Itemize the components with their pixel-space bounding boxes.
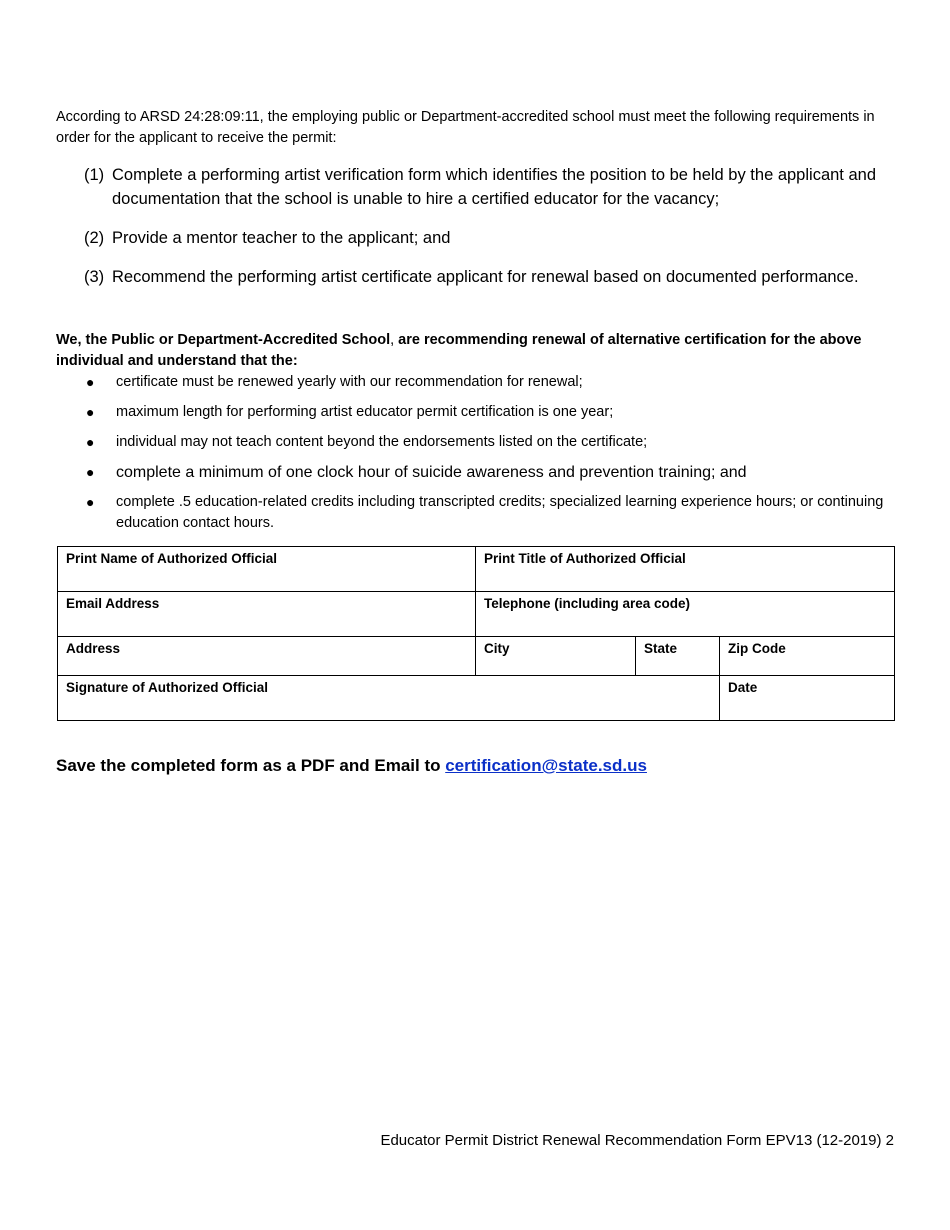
certification-email-link[interactable]: certification@state.sd.us (445, 756, 647, 775)
bullet-icon: ● (86, 464, 95, 480)
address-label: Address (66, 641, 121, 656)
signature-label: Signature of Authorized Official (66, 680, 269, 695)
recommendation-bold-end: are recommending renewal of alternative certification for the above individual and understand that the: (56, 332, 862, 369)
email-field[interactable] (58, 592, 476, 637)
state-label: State (644, 641, 678, 656)
submit-text: Save the completed form as a PDF and Email to (56, 756, 446, 775)
recommendation-bold-start: We, the Public or Department-Accredited School (56, 332, 391, 348)
signature-field[interactable] (58, 676, 720, 721)
print-title-label: Print Title of Authorized Official (484, 551, 686, 566)
page-footer: Educator Permit District Renewal Recommendation Form EPV13 (12-2019) 2 (380, 1132, 894, 1149)
list-item-text: complete .5 education-related credits including transcripted credits; specialized learning experience hours; or continuing education contact hours. (116, 494, 884, 531)
city-field[interactable] (476, 637, 636, 676)
recommendation-statement (56, 330, 901, 372)
official-info-form (57, 546, 895, 721)
date-field[interactable] (720, 676, 895, 721)
requirements-list (84, 163, 894, 304)
list-item-number: (2) (84, 229, 105, 247)
bullet-icon: ● (86, 434, 95, 450)
list-item (86, 462, 886, 483)
intro-paragraph: According to ARSD 24:28:09:11, the employing public or Department-accredited school must meet the following requirements in order for the applicant to receive the permit: (56, 109, 875, 146)
list-item-text: certificate must be renewed yearly with our recommendation for renewal; (116, 374, 583, 390)
date-label: Date (728, 680, 758, 695)
list-item-text: maximum length for performing artist educator permit certification is one year; (116, 404, 614, 420)
print-name-label: Print Name of Authorized Official (66, 551, 278, 566)
email-label: Email Address (66, 596, 160, 611)
zip-label: Zip Code (728, 641, 786, 656)
bullet-icon: ● (86, 374, 95, 390)
list-item-text: Recommend the performing artist certificate applicant for renewal based on documented performance. (112, 268, 859, 286)
list-item (84, 163, 894, 211)
list-item (84, 226, 894, 250)
recommendation-comma: , (390, 332, 395, 348)
bullet-icon: ● (86, 404, 95, 420)
submit-instructions (56, 754, 647, 778)
print-title-field[interactable] (476, 547, 895, 592)
list-item (86, 402, 886, 423)
list-item (86, 492, 886, 534)
zip-field[interactable] (720, 637, 895, 676)
city-label: City (484, 641, 510, 656)
list-item-text: Complete a performing artist verification form which identifies the position to be held by the applicant and documentation that the school is unable to hire a certified educator for the vacancy; (112, 166, 876, 208)
list-item (84, 265, 894, 289)
list-item (86, 372, 886, 393)
list-item-text: Provide a mentor teacher to the applicant; and (112, 229, 451, 247)
telephone-label: Telephone (including area code) (484, 596, 691, 611)
conditions-list (86, 372, 886, 543)
state-field[interactable] (636, 637, 720, 676)
list-item-text: individual may not teach content beyond the endorsements listed on the certificate; (116, 434, 648, 450)
bullet-icon: ● (86, 494, 95, 510)
address-field[interactable] (58, 637, 476, 676)
list-item-number: (1) (84, 166, 105, 184)
list-item-text: complete a minimum of one clock hour of suicide awareness and prevention training; and (116, 464, 747, 481)
print-name-field[interactable] (58, 547, 476, 592)
list-item-number: (3) (84, 268, 105, 286)
telephone-field[interactable] (476, 592, 895, 637)
list-item (86, 432, 886, 453)
